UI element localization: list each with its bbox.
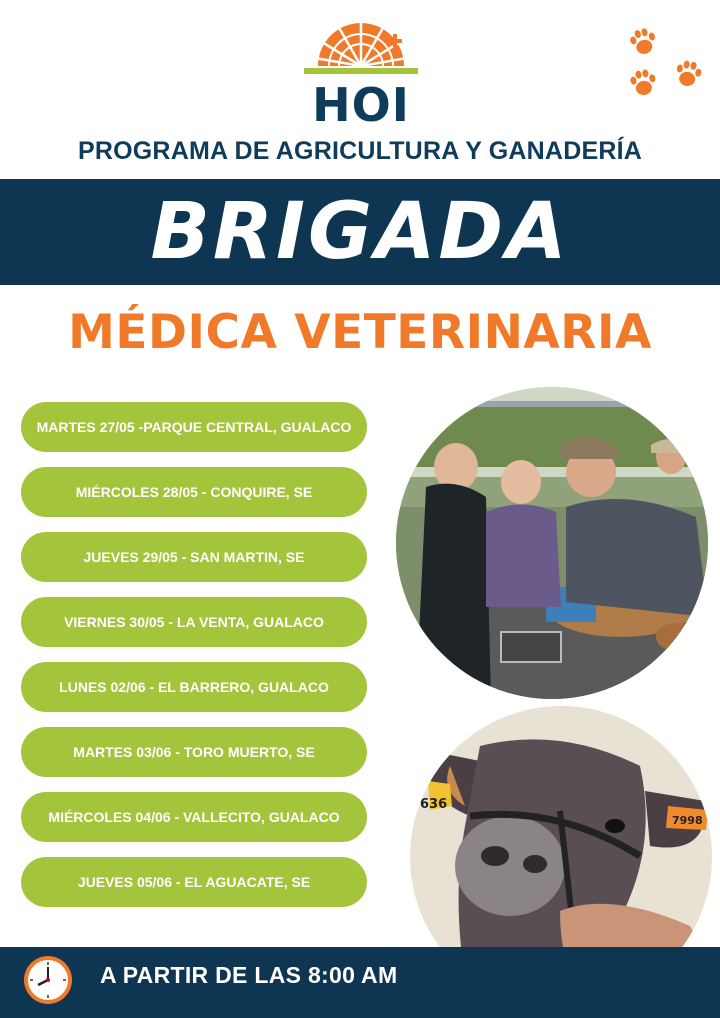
hoi-logo: [300, 16, 422, 132]
schedule-item: MARTES 03/06 - TORO MUERTO, SE: [21, 727, 367, 777]
start-time-text: A PARTIR DE LAS 8:00 AM: [100, 962, 398, 988]
clock-icon: [23, 955, 73, 1005]
logo-text: HOI: [312, 78, 410, 132]
schedule-item: JUEVES 05/06 - EL AGUACATE, SE: [21, 857, 367, 907]
schedule-item: LUNES 02/06 - EL BARRERO, GUALACO: [21, 662, 367, 712]
ear-tag-left: 636: [420, 797, 448, 812]
schedule-item: VIERNES 30/05 - LA VENTA, GUALACO: [21, 597, 367, 647]
title-banner: [0, 179, 720, 285]
schedule-item: JUEVES 29/05 - SAN MARTIN, SE: [21, 532, 367, 582]
page-heading: MÉDICA VETERINARIA: [68, 305, 652, 360]
vet-team-photo: [396, 387, 708, 699]
paw-prints-icon: [625, 26, 710, 106]
schedule-item: MARTES 27/05 -PARQUE CENTRAL, GUALACO: [21, 402, 367, 452]
program-subtitle: PROGRAMA DE AGRICULTURA Y GANADERÍA: [78, 137, 642, 165]
banner-title: BRIGADA: [150, 187, 570, 277]
schedule-item: MIÉRCOLES 04/06 - VALLECITO, GUALACO: [21, 792, 367, 842]
ear-tag-right: 7998: [672, 814, 703, 827]
time-footer: [0, 947, 720, 1018]
schedule-item: MIÉRCOLES 28/05 - CONQUIRE, SE: [21, 467, 367, 517]
sunrise-icon: [300, 16, 422, 86]
